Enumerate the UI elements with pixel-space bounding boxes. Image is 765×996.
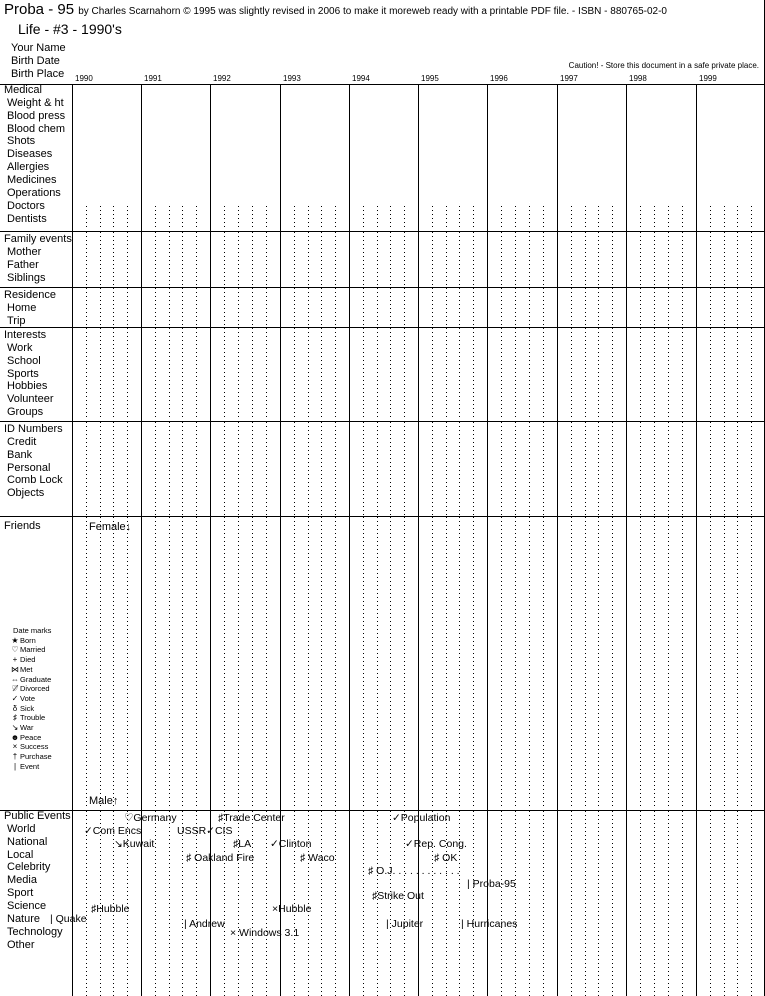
legend-label: Success — [20, 742, 49, 752]
public-event: | Jupiter — [386, 918, 424, 930]
title-rest: by Charles Scarnahorn © 1995 was slightly revised in 2006 to make it moreweb ready with a printable PDF file. - ISBN - 880765-02-0 — [78, 6, 667, 17]
row-label: Other — [7, 938, 35, 951]
legend-item — [10, 636, 52, 646]
row-label: Operations — [7, 186, 61, 199]
field-birth-date: Birth Date — [11, 55, 60, 67]
friends-female-label: Female↓ — [89, 521, 132, 533]
year-label: 1996 — [490, 74, 508, 83]
public-event: | Proba-95 — [467, 878, 516, 890]
legend-item — [10, 675, 52, 685]
public-event: ♯ Waco — [300, 852, 335, 864]
row-label: Family events — [4, 233, 72, 245]
row-label: Doctors — [7, 199, 45, 212]
public-event: ♯Hubble — [91, 903, 130, 915]
legend-label: Trouble — [20, 713, 46, 723]
row-label: Medical — [4, 84, 42, 96]
legend-item — [10, 733, 52, 743]
legend-label: Born — [20, 635, 36, 645]
row-label: Residence — [4, 289, 56, 301]
title-main: Proba - 95 — [4, 1, 75, 18]
public-event: ♡Germany — [124, 812, 177, 824]
row-label: Blood press — [7, 109, 66, 122]
row-label: Home — [7, 301, 37, 314]
legend-symbol: × — [12, 742, 18, 752]
public-event: ♯ Oakland Fire — [186, 852, 255, 864]
legend-label: War — [20, 723, 34, 733]
public-event: ×Hubble — [272, 903, 312, 915]
legend-item — [10, 713, 52, 723]
row-label: Bank — [7, 448, 33, 461]
row-label: Trip — [7, 314, 26, 327]
year-label: 1990 — [75, 74, 93, 83]
public-event: ✓Clinton — [270, 838, 312, 850]
public-event: | Hurricanes — [461, 918, 518, 930]
public-event: | Andrew — [184, 918, 225, 930]
row-label: Credit — [7, 435, 37, 448]
row-label: World — [7, 822, 36, 835]
legend-label: Graduate — [20, 674, 52, 684]
legend-symbol: δ — [12, 703, 18, 713]
row-label: Nature — [7, 912, 41, 925]
row-label: Science — [7, 899, 47, 912]
legend-label: Divorced — [20, 684, 50, 694]
legend-symbol: ♡̸ — [11, 684, 19, 694]
legend-title: Date marks — [13, 626, 52, 635]
legend-item — [10, 704, 52, 714]
row-label: Comb Lock — [7, 474, 63, 487]
row-label: ID Numbers — [4, 423, 63, 435]
legend-item — [10, 655, 52, 665]
row-label: Medicines — [7, 173, 57, 186]
row-label: Father — [7, 258, 39, 271]
legend-item — [10, 723, 52, 733]
public-event: ♯LA — [233, 838, 252, 850]
year-label: 1998 — [629, 74, 647, 83]
public-event: ↘Kuwait — [114, 838, 155, 850]
row-label: Technology — [7, 925, 63, 938]
row-label: Personal — [7, 461, 51, 474]
legend-symbol: ♡ — [11, 645, 19, 655]
row-label: Local — [7, 848, 34, 861]
row-label: Mother — [7, 245, 42, 258]
legend-symbol: ⇔ — [11, 674, 19, 684]
year-label: 1997 — [560, 74, 578, 83]
legend-symbol: ✓ — [11, 693, 19, 703]
legend-symbol: + — [12, 655, 18, 665]
caution-note: Caution! - Store this document in a safe private place. — [568, 61, 759, 70]
row-label: Interests — [4, 329, 47, 341]
legend-label: Died — [20, 655, 36, 665]
legend-symbol: ☻ — [10, 732, 20, 742]
row-label: Objects — [7, 487, 45, 500]
row-label: Friends — [4, 520, 41, 532]
row-label: Dentists — [7, 212, 47, 225]
field-birth-place: Birth Place — [11, 68, 65, 80]
public-event: ✓Population — [392, 812, 451, 824]
row-label: Celebrity — [7, 861, 51, 874]
row-label: Media — [7, 874, 37, 887]
row-label: Volunteer — [7, 393, 54, 406]
legend-item — [10, 665, 52, 675]
row-label: Allergies — [7, 161, 50, 174]
year-label: 1991 — [144, 74, 162, 83]
field-your-name: Your Name — [11, 42, 66, 54]
row-label: Hobbies — [7, 380, 48, 393]
legend-label: Vote — [20, 693, 36, 703]
year-label: 1994 — [352, 74, 370, 83]
row-label: Diseases — [7, 148, 53, 161]
legend-symbol: | — [13, 761, 17, 771]
public-event: ♯ O.J. . . . . . . . . . . . — [368, 865, 460, 877]
legend-label: Sick — [20, 703, 35, 713]
year-label: 1993 — [283, 74, 301, 83]
legend-item — [10, 684, 52, 694]
legend-label: Met — [20, 664, 33, 674]
row-label: Blood chem — [7, 122, 66, 135]
public-event: | Quake — [50, 913, 87, 925]
public-event: ✓Com Encs — [84, 825, 142, 837]
public-event: ♯Trade Center — [218, 812, 285, 824]
public-event: USSR✓CIS — [177, 825, 233, 837]
year-label: 1992 — [213, 74, 231, 83]
legend-symbol: ★ — [11, 635, 19, 645]
row-label: Sports — [7, 367, 39, 380]
legend-symbol: ♯ — [13, 713, 17, 723]
year-label: 1995 — [421, 74, 439, 83]
date-marks-legend — [10, 626, 52, 772]
legend-label: Purchase — [20, 752, 52, 762]
legend-item — [10, 742, 52, 752]
legend-item — [10, 694, 52, 704]
public-event: ♯Strike Out — [372, 890, 424, 902]
row-label: Shots — [7, 135, 36, 148]
row-label: Public Events — [4, 810, 71, 822]
row-label: Work — [7, 341, 33, 354]
row-label: Sport — [7, 887, 34, 900]
legend-item — [10, 645, 52, 655]
friends-male-label: Male↑ — [89, 795, 119, 807]
legend-label: Married — [20, 645, 46, 655]
row-label: Weight & ht — [7, 96, 64, 109]
legend-label: Event — [20, 761, 40, 771]
document-subtitle: Life - #3 - 1990's — [18, 21, 122, 37]
public-event: ♯ OK — [434, 852, 458, 864]
public-event: × Windows 3.1 — [230, 927, 300, 939]
row-label: School — [7, 354, 41, 367]
legend-symbol: † — [12, 752, 18, 762]
legend-label: Peace — [20, 732, 42, 742]
row-label: Siblings — [7, 271, 46, 284]
legend-symbol: ⋈ — [11, 664, 19, 674]
row-label: Groups — [7, 406, 44, 419]
legend-symbol: ↘ — [11, 723, 19, 733]
public-event: ✓Rep. Cong. — [405, 838, 467, 850]
legend-item — [10, 762, 52, 772]
row-label: National — [7, 835, 48, 848]
legend-item — [10, 752, 52, 762]
year-label: 1999 — [699, 74, 717, 83]
